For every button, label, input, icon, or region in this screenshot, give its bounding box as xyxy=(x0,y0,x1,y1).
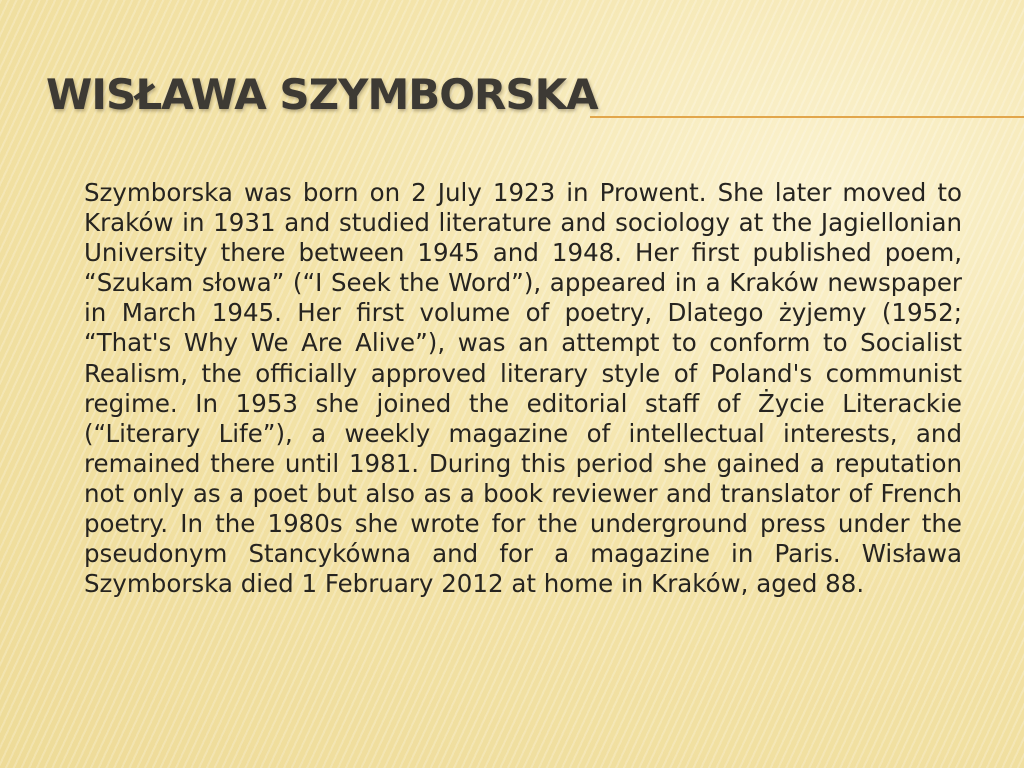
title-divider-line xyxy=(590,116,1024,118)
slide-body-text: Szymborska was born on 2 July 1923 in Prowent. She later moved to Kraków in 1931 and studied literature and sociology at the Jagiellonian University there between 1945 and 1948. Her first published poem, “Szukam słowa” (“I Seek the Word”), appeared in a Kraków newspaper in March 1945. Her first volume of poetry, Dlatego żyjemy (1952; “That's Why We Are Alive”), was an attempt to conform to Socialist Realism, the officially approved literary style of Poland's communist regime. In 1953 she joined the editorial staff of Życie Literackie (“Literary Life”), a weekly magazine of intellectual interests, and remained there until 1981. During this period she gained a reputation not only as a poet but also as a book reviewer and translator of French poetry. In the 1980s she wrote for the underground press under the pseudonym Stancykówna and for a magazine in Paris. Wisława Szymborska died 1 February 2012 at home in Kraków, aged 88. xyxy=(84,178,962,599)
slide-title: WISŁAWA SZYMBORSKA xyxy=(46,70,598,119)
